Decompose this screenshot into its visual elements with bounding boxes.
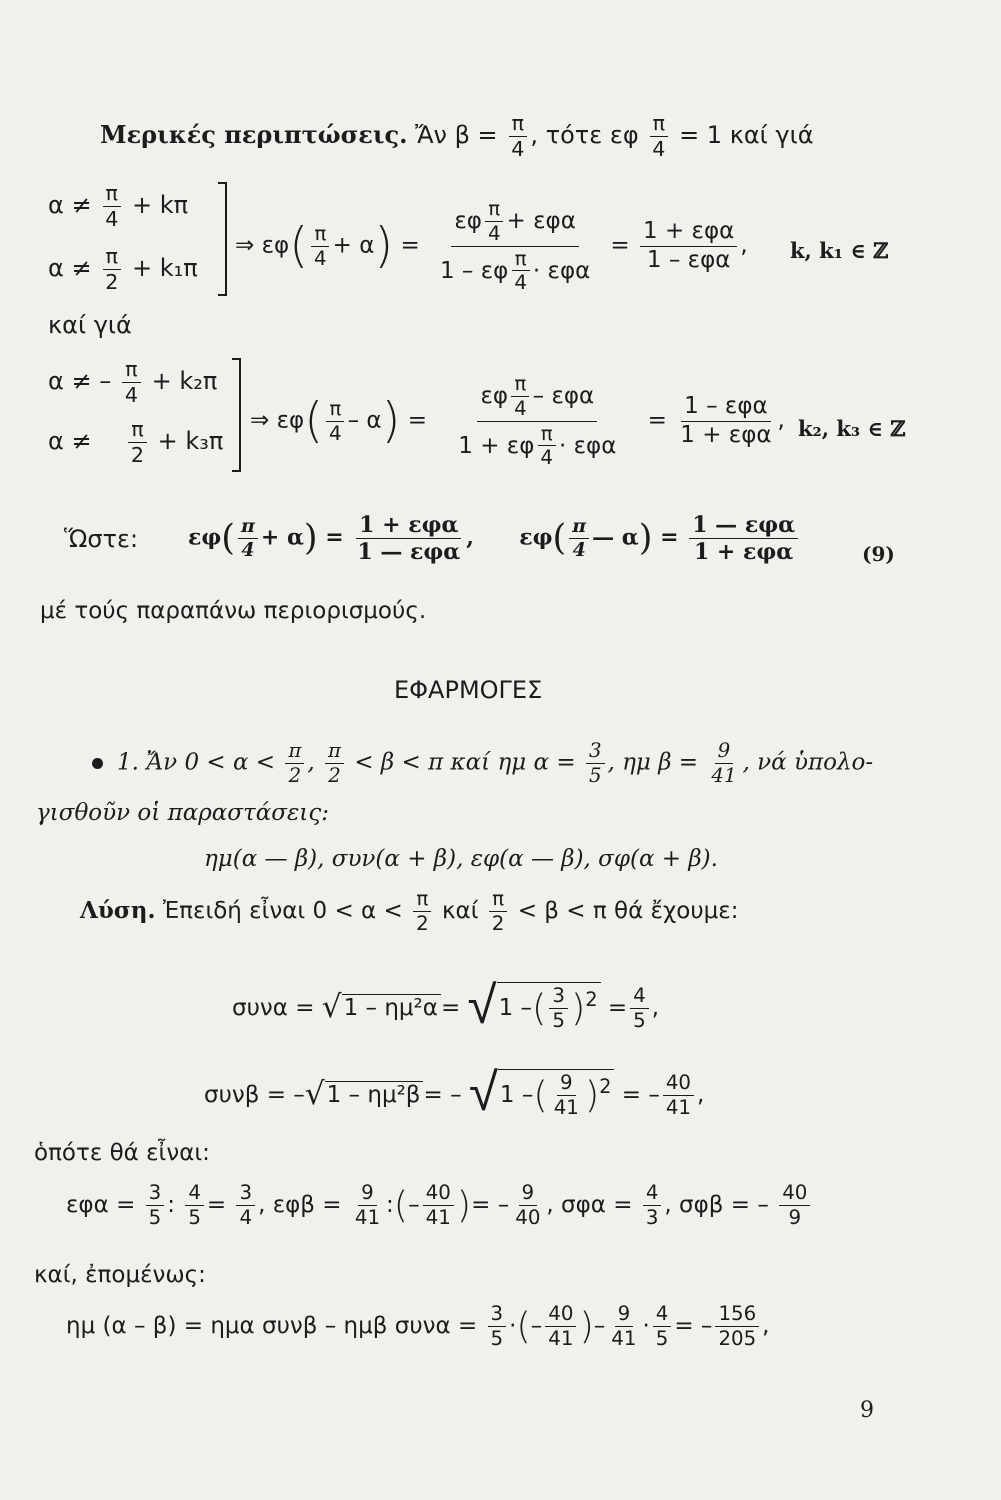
five-den: 5 <box>655 1326 669 1350</box>
kai-gia: καί γιά <box>48 311 132 339</box>
fortyone-den: 41 <box>425 1205 451 1229</box>
forty-num: 40 <box>423 1182 454 1206</box>
then-text: ὁπότε θά εἶναι: <box>34 1140 210 1166</box>
fortyone-den: 41 <box>665 1096 692 1119</box>
nine-den: 9 <box>788 1205 802 1229</box>
two-den: 2 <box>416 911 429 935</box>
cos-b-res-num: 40 <box>663 1072 694 1096</box>
sol-text-b: καί <box>441 897 479 924</box>
f2-den: 1 + εφα <box>693 539 794 566</box>
sin-diff-line: ημ (α – β) = ημα συνβ – ημβ συνα = $\frac{3}{5}$ ·(– $\frac{40}{41}$ )– $\frac{9}{41}$ · $\frac{4}{5}$ = – $\frac{156}{205}$ , <box>66 1302 770 1350</box>
five-den: 5 <box>490 1326 504 1350</box>
five-den: 5 <box>148 1205 162 1229</box>
four-num: 4 <box>185 1182 204 1206</box>
f2-head: εφ <box>519 524 553 551</box>
two-den: 2 <box>105 269 119 294</box>
pi-num: π <box>538 423 556 447</box>
four-den: 4 <box>511 136 525 161</box>
f1-inner: + α <box>260 524 304 551</box>
cos-b-lhs: συνβ = – <box>204 1082 305 1108</box>
forty-den: 40 <box>515 1205 541 1229</box>
case1-formula: ⇒ εφ( $\frac{\pi}{4}$ + α) = εφ $\frac{\pi}{4}$ + εφα 1 – εφ $\frac{\pi}{4}$ · εφα = $\frac{\text{1 + εφα}}{\text{1 – εφα}}$ , <box>235 197 748 295</box>
f2-num: 1 — εφα <box>689 513 798 539</box>
sol-text-c: < β < π θά ἔχουμε: <box>517 897 739 924</box>
two-den: 2 <box>328 763 341 787</box>
pi-num: π <box>103 182 121 207</box>
cond-rhs: + k₂π <box>151 367 218 396</box>
implies-tan: ⇒ εφ <box>250 407 305 434</box>
tan-b-lhs: εφβ = <box>272 1191 342 1218</box>
pi-num: π <box>285 740 304 764</box>
fortyone-den: 41 <box>611 1326 637 1350</box>
pi-num: π <box>512 248 530 272</box>
pi-num: π <box>489 888 507 912</box>
case1-cond1 <box>48 182 188 230</box>
intro-text-then: , τότε εφ <box>530 121 639 150</box>
sol-text-a: Ἐπειδή εἶναι 0 < α < <box>162 897 403 924</box>
nine-num: 9 <box>358 1182 377 1206</box>
result-num: 156 <box>715 1303 759 1327</box>
exercise-expressions: ημ(α — β), συν(α + β), εφ(α — β), σφ(α + β). <box>204 846 718 872</box>
cos-a-mid: 1 – <box>498 995 533 1021</box>
exercise-line-2: γισθοῦν οἱ παραστάσεις: <box>36 800 329 826</box>
ex-text-a: Ἄν 0 < α < <box>146 749 276 776</box>
intro-text-eq1: = 1 καί γιά <box>679 121 814 150</box>
four-num: 4 <box>653 1303 672 1327</box>
summary-formulas: εφ( $\frac{\pi}{4}$ + α) = $\frac{\text{1 + εφα}}{\text{1 — εφα}}$ , εφ( $\frac{\pi}{4}$ — α) = $\frac{\text{1 — εφα}}{\text{1 + εφα}}$ <box>188 513 801 564</box>
cond-rhs: + kπ <box>131 191 189 220</box>
cond-lhs: α ≠ <box>48 427 92 456</box>
page-number: 9 <box>860 1398 874 1423</box>
fortyone-den: 41 <box>711 763 737 787</box>
pi-num: π <box>128 418 146 443</box>
three-den: 3 <box>645 1205 659 1229</box>
cos-b-mid: 1 – <box>499 1082 534 1108</box>
pi-num: π <box>511 373 529 397</box>
three-num: 3 <box>146 1182 165 1206</box>
four-den: 4 <box>329 421 342 445</box>
den-tail: · εφα <box>559 432 617 459</box>
five-den: 5 <box>588 763 602 787</box>
f2-inner: — α <box>592 524 639 551</box>
two-den: 2 <box>491 911 505 935</box>
nine-num: 9 <box>519 1182 538 1206</box>
fortyone-den: 41 <box>548 1326 574 1350</box>
intro-heading: Μερικές περιπτώσεις. <box>100 120 408 150</box>
pi-num: π <box>238 516 258 539</box>
inner-minus-a: – α <box>347 407 382 434</box>
summary-label: Ὥστε: <box>64 525 139 553</box>
cond-lhs: α ≠ – <box>48 367 112 396</box>
tan-cot-line: εφα = $\frac{3}{5}$ : $\frac{4}{5}$ = $\frac{3}{4}$ , εφβ = $\frac{9}{41}$ :(– $\frac{40}{41}$ )= – $\frac{9}{40}$ , σφα = $\frac{4}{3}$ , σφβ = – $\frac{40}{9}$ <box>66 1182 813 1229</box>
sin-diff-lhs: ημ (α – β) = ημα συνβ – ημβ συνα = <box>66 1312 478 1339</box>
pi-num: π <box>326 398 344 422</box>
four-den: 4 <box>314 246 327 270</box>
nine-num: 9 <box>557 1072 576 1096</box>
case1-brace <box>218 182 227 296</box>
five-den: 5 <box>188 1205 201 1229</box>
den-tail: · εφα <box>532 257 591 284</box>
ex-text-c: < β < π καί ημ α = <box>354 749 576 776</box>
ex-text-b: , <box>307 749 315 776</box>
four-num: 4 <box>643 1182 662 1206</box>
fortyone-den: 41 <box>354 1205 381 1229</box>
intro-line <box>100 112 814 160</box>
solution-line <box>80 888 738 935</box>
forty-num: 40 <box>779 1182 810 1206</box>
four-den: 4 <box>241 539 255 562</box>
implies-tan: ⇒ εφ <box>235 232 290 259</box>
num-tan: εφ <box>480 382 509 409</box>
three-num: 3 <box>586 740 605 764</box>
restriction-text: μέ τούς παραπάνω περιορισμούς. <box>40 598 427 624</box>
case2-brace <box>232 358 241 472</box>
cos-alpha-line: συνα = √1 – ημ²α = √1 –( $\frac{3}{5}$ )$^2$ = $\frac{4}{5}$ , <box>232 975 660 1036</box>
tan-a-lhs: εφα = <box>66 1191 136 1218</box>
pi-num: π <box>103 245 121 270</box>
case1-domain: k, k₁ ∈ ℤ <box>790 238 889 263</box>
solution-label: Λύση. <box>80 896 156 924</box>
pi-num: π <box>311 223 329 247</box>
cond-lhs: α ≠ <box>48 254 92 283</box>
result-den: 1 – εφα <box>646 246 731 273</box>
section-title: ΕΦΑΡΜΟΓΕΣ <box>394 676 543 704</box>
pi-num: π <box>569 516 589 539</box>
cond-lhs: α ≠ <box>48 191 92 220</box>
f1-den: 1 — εφα <box>357 539 461 566</box>
three-num: 3 <box>549 985 568 1009</box>
case2-cond2 <box>48 418 223 466</box>
cos-a-root: 1 – ημ²α <box>342 994 441 1021</box>
nine-num: 9 <box>715 740 734 764</box>
cos-a-res-num: 4 <box>630 985 649 1009</box>
four-den: 4 <box>572 539 586 562</box>
cos-b-root: 1 – ημ²β <box>325 1081 424 1108</box>
nine-num: 9 <box>615 1303 634 1327</box>
den-head: 1 – εφ <box>439 257 509 284</box>
two-den: 2 <box>288 763 302 787</box>
four-den: 4 <box>514 396 527 420</box>
pi-num: π <box>509 112 527 137</box>
forty-num: 40 <box>545 1303 576 1327</box>
cos-a-lhs: συνα = <box>232 995 322 1021</box>
consequently-text: καί, ἐπομένως: <box>34 1262 206 1288</box>
three-num: 3 <box>236 1182 255 1206</box>
result-den: 205 <box>718 1326 757 1350</box>
four-den: 4 <box>105 206 119 231</box>
pi-num: π <box>325 740 344 764</box>
exercise-number: 1. <box>117 749 139 776</box>
case1-cond2 <box>48 245 198 293</box>
cot-a-lhs: σφα = <box>561 1191 633 1218</box>
result-num: 1 + εφα <box>640 219 737 246</box>
four-den: 4 <box>540 446 553 470</box>
five-den: 5 <box>633 1009 646 1032</box>
bullet-icon <box>92 758 103 769</box>
intro-text-if: Ἄν β = <box>415 121 498 150</box>
four-den: 4 <box>514 271 527 295</box>
ex-text-d: , ημ β = <box>607 749 699 776</box>
f1-head: εφ <box>188 524 222 551</box>
num-tail: + εφα <box>506 207 576 234</box>
cos-beta-line: συνβ = –√1 – ημ²β = – √1 –( $\frac{9}{41}$ )$^2$ = – $\frac{40}{41}$ , <box>204 1062 705 1123</box>
num-tan: εφ <box>454 207 482 234</box>
pi-num: π <box>122 358 140 383</box>
case2-cond1 <box>48 358 217 406</box>
fortyone-den: 41 <box>553 1096 579 1119</box>
f1-num: 1 + εφα <box>356 513 461 539</box>
cond-rhs: + k₃π <box>157 427 224 456</box>
result-den: 1 + εφα <box>680 421 772 448</box>
pi-num: π <box>413 888 431 912</box>
four-den: 4 <box>487 221 501 245</box>
five-den: 5 <box>552 1009 565 1032</box>
pi-num: π <box>650 112 668 137</box>
case2-formula: ⇒ εφ( $\frac{\pi}{4}$ – α) = εφ $\frac{\pi}{4}$ – εφα 1 + εφ $\frac{\pi}{4}$ · εφα = $\frac{\text{1 – εφα}}{\text{1 + εφα}}$ , <box>250 372 785 470</box>
pi-num: π <box>485 198 503 222</box>
three-num: 3 <box>488 1303 507 1327</box>
four-den: 4 <box>124 382 138 407</box>
two-den: 2 <box>130 442 144 467</box>
case2-domain: k₂, k₃ ∈ ℤ <box>798 416 906 441</box>
inner-plus-a: + α <box>332 232 375 259</box>
ex-text-e: , νά ὑπολο- <box>742 749 874 776</box>
four-den: 4 <box>652 136 666 161</box>
cot-b-lhs: σφβ = – <box>679 1191 769 1218</box>
den-head: 1 + εφ <box>458 432 535 459</box>
result-num: 1 – εφα <box>681 394 771 421</box>
cond-rhs: + k₁π <box>131 254 198 283</box>
equation-number: (9) <box>862 542 895 566</box>
exercise-line <box>92 740 873 787</box>
four-den: 4 <box>239 1205 253 1229</box>
num-tail: – εφα <box>532 382 595 409</box>
